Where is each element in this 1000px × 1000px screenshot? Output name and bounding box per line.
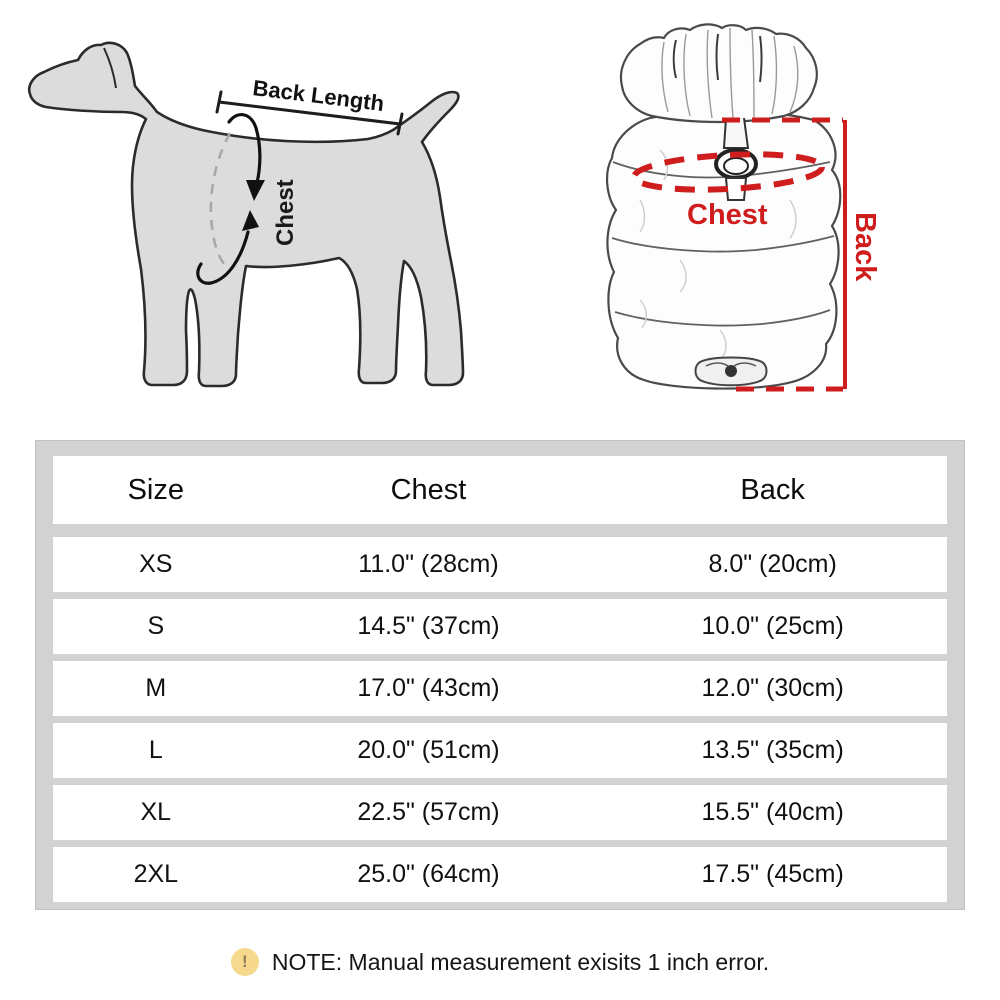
table-row-s [53,599,947,654]
logo-patch [696,358,767,386]
cell-size: 2XL [133,860,179,888]
table-row-l [53,723,947,778]
size-table [35,440,965,910]
cell-back: 13.5" (35cm) [701,736,844,764]
back-length-label: Back Length [251,75,386,117]
cell-chest: 11.0" (28cm) [358,550,499,578]
vest-back-label: Back [849,212,881,282]
header-back: Back [740,473,805,506]
cell-chest: 25.0" (64cm) [357,860,500,888]
cell-size: L [148,736,163,764]
cell-chest: 17.0" (43cm) [357,674,500,702]
dog-silhouette [29,43,463,386]
cell-chest: 20.0" (51cm) [357,736,500,764]
table-row-2xl [53,847,947,902]
table-row-xs [53,537,947,592]
note-text: NOTE: Manual measurement exisits 1 inch error. [271,948,770,975]
cell-size: S [147,612,165,640]
header-size: Size [127,473,185,506]
dog-chest-label: Chest [272,179,299,246]
note-bar [0,936,1000,988]
dog-measurement-diagram [0,0,500,420]
exclamation-icon: ! [231,948,259,976]
cell-back: 17.5" (45cm) [701,860,844,888]
cell-chest: 22.5" (57cm) [357,798,500,826]
vest-measurement-diagram [560,0,920,430]
table-row-m [53,661,947,716]
table-row-xl [53,785,947,840]
cell-size: M [145,674,167,702]
size-table-header-row [53,456,947,524]
cell-back: 8.0" (20cm) [708,550,837,578]
cell-back: 12.0" (30cm) [701,674,844,702]
vest-collar [621,24,817,122]
vest-chest-label: Chest [687,199,768,231]
cell-back: 10.0" (25cm) [701,612,844,640]
cell-chest: 14.5" (37cm) [357,612,500,640]
cell-size: XL [140,798,172,826]
cell-back: 15.5" (40cm) [701,798,844,826]
cell-size: XS [139,550,173,578]
header-chest: Chest [390,473,467,506]
